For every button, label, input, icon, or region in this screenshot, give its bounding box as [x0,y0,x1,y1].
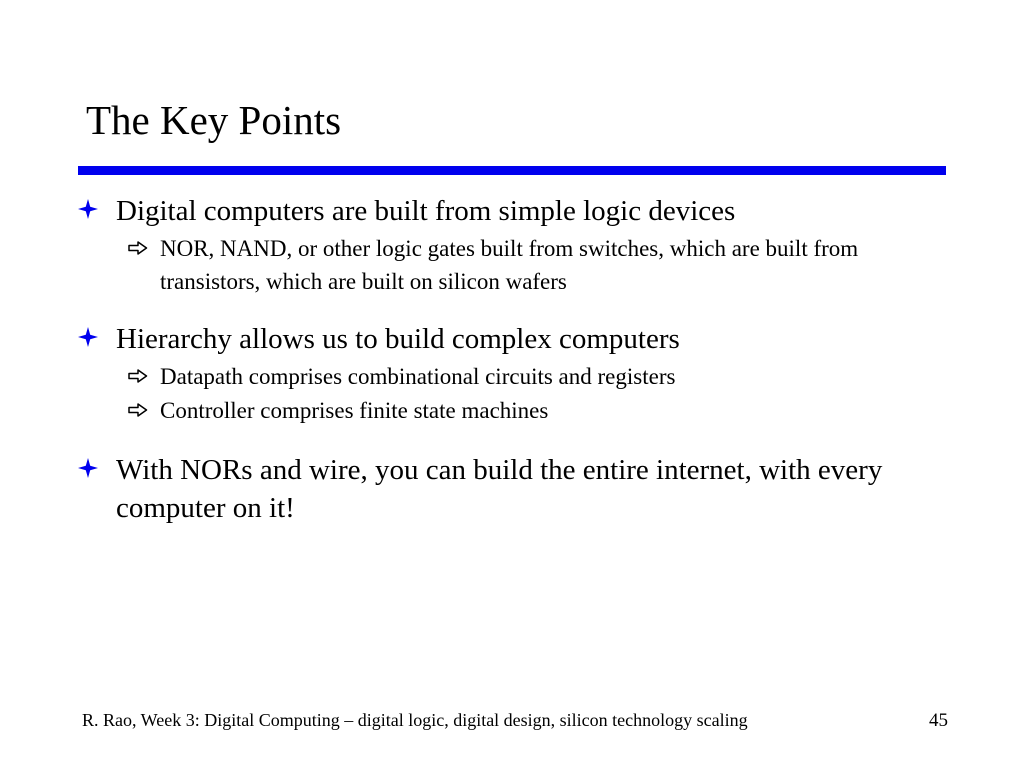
hollow-arrow-icon [128,369,148,383]
sub-bullet-item [160,394,920,427]
bullet-item [116,320,956,358]
hollow-arrow-icon [128,241,148,255]
sub-bullet-text: Controller comprises finite state machines [160,398,549,423]
sub-bullet-item [160,360,920,393]
bullet-text: With NORs and wire, you can build the entire internet, with every computer on it! [116,454,883,524]
four-point-star-icon [78,458,98,478]
sub-bullet-text: NOR, NAND, or other logic gates built from switches, which are built from transistors, which are built on silicon wafers [160,236,859,294]
hollow-arrow-icon [128,403,148,417]
bullet-text: Hierarchy allows us to build complex computers [116,323,680,355]
footer-text: R. Rao, Week 3: Digital Computing – digital logic, digital design, silicon technology scaling [82,710,748,730]
sub-bullet-text: Datapath comprises combinational circuits and registers [160,364,676,389]
bullet-item [116,451,946,527]
bullet-item [116,192,956,230]
sub-bullet-item [160,232,920,298]
four-point-star-icon [78,199,98,219]
slide-title: The Key Points [86,97,342,143]
page-number: 45 [929,710,948,731]
four-point-star-icon [78,327,98,347]
bullet-text: Digital computers are built from simple logic devices [116,195,736,227]
